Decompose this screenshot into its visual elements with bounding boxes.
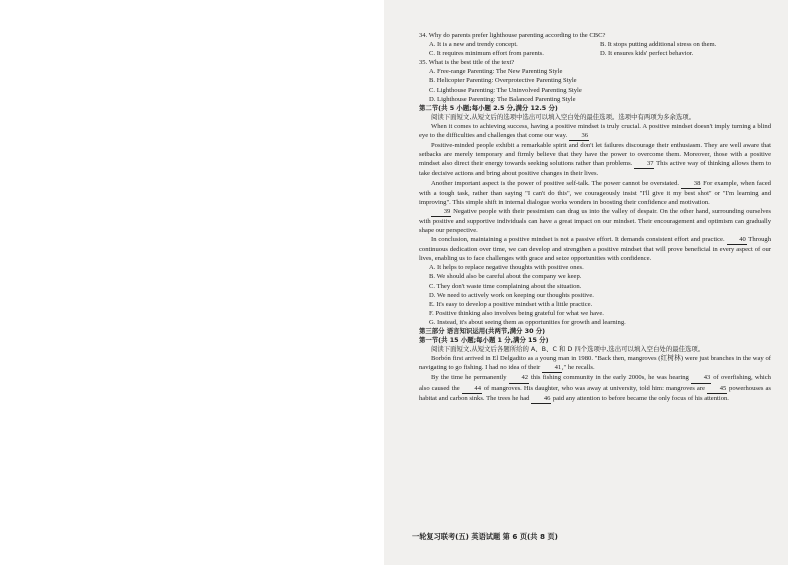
paragraph-text: powerhouses as habitat and carbon sinks. The trees he had xyxy=(419,384,771,402)
option-34-d: D. It ensures kids' perfect behavior. xyxy=(600,50,694,58)
blank-42: 42 xyxy=(509,373,529,383)
section-2-heading: 第二节(共 5 小题;每小题 2.5 分,满分 12.5 分) xyxy=(419,103,558,112)
paragraph-text: paid any attention to before became the only focus of his attention. xyxy=(552,394,729,402)
paragraph-text: Borbón first arrived in El Delgadito as a young man in 1980. "Back then, mangroves (红树林) were just branches in the way of navigating to go fishing. I had no idea of their xyxy=(419,355,771,372)
passage-paragraph-3 xyxy=(419,179,771,207)
passage-paragraph-5 xyxy=(419,235,771,263)
part-3-heading: 第三部分 语言知识运用(共两节,满分 30 分) xyxy=(419,327,546,335)
blank-43: 43 xyxy=(691,373,711,383)
blank-37: 37 xyxy=(634,159,654,169)
paragraph-text: ," he recalls. xyxy=(561,364,595,372)
paragraph-text: Another important aspect is the power of positive self-talk. The power cannot be overstated. xyxy=(431,179,680,187)
blank-36: 36 xyxy=(569,131,589,141)
cloze-paragraph-2 xyxy=(419,373,771,403)
part-3-instruction: 阅读下面短文,从短文后各题所给的 A、B、C 和 D 四个选项中,选出可以填入空白处的最佳选项。 xyxy=(431,345,705,354)
answer-option-f: F. Positive thinking also involves being grateful for what we have. xyxy=(429,309,604,317)
page-content xyxy=(419,31,771,404)
option-34-a: A. It is a new and trendy concept. xyxy=(429,41,518,49)
paragraph-text: Negative people with their pessimism can drag us into the valley of despair. On the other hand, surrounding ourselves with positive and supportive individuals can have a great impact on our mindset. Their encouragement and optimism can gradually shape our perspective. xyxy=(419,207,771,234)
paragraph-text: of mangroves. His daughter, who was away at university, told him: mangroves are xyxy=(483,384,705,392)
question-34-options-row2 xyxy=(419,49,771,58)
blank-41: 41 xyxy=(542,363,562,373)
blank-38: 38 xyxy=(681,179,701,189)
paragraph-text: of overfishing, which also caused the xyxy=(419,374,771,392)
option-34-b: B. It stops putting additional stress on them. xyxy=(600,41,717,49)
option-35-c: C. Lighthouse Parenting: The Uninvolved Parenting Style xyxy=(429,86,582,94)
option-34-c: C. It requires minimum effort from parents. xyxy=(429,50,544,58)
answer-option-g: G. Instead, it's about seeing them as opportunities for growth and learning. xyxy=(429,318,626,326)
option-35-d: D. Lighthouse Parenting: The Balanced Parenting Style xyxy=(429,95,576,103)
answer-option-c: C. They don't waste time complaining about the situation. xyxy=(429,282,582,290)
paragraph-text: For example, when faced with a tough task, rather than saying "I can't do this", we courageously insist "I'll give it my best shot" or "I'm learning and improving". This simple shift in internal dialogue works wonders in boosting their confidence and motivation. xyxy=(419,179,771,206)
paragraph-text: Positive-minded people exhibit a remarkable spirit and don't let failures discourage their enthusiasm. They are well aware that setbacks are merely temporary and firmly believe that they have the power to overcome them. Moreover, those with a positive mindset also direct their energy towards seeking solutions rather than problems. xyxy=(419,142,771,168)
passage-paragraph-4 xyxy=(419,207,771,235)
part-3-section-1-heading: 第一节(共 15 小题;每小题 1 分,满分 15 分) xyxy=(419,336,549,345)
question-34-options-row1 xyxy=(419,40,771,49)
passage-paragraph-1 xyxy=(419,122,771,141)
passage-paragraph-2 xyxy=(419,141,771,178)
option-35-a: A. Free-range Parenting: The New Parenting Style xyxy=(429,68,563,76)
section-2-instruction: 阅读下面短文,从短文后的选项中选出可以填入空白处的最佳选项。选项中有两项为多余选项。 xyxy=(431,112,696,121)
answer-option-e: E. It's easy to develop a positive mindset with a little practice. xyxy=(429,300,593,308)
paragraph-text: When it comes to achieving success, having a positive mindset is truly crucial. A positive mindset doesn't imply turning a blind eye to the difficulties and challenges that come our way. xyxy=(419,122,771,140)
blank-45: 45 xyxy=(707,384,727,394)
paragraph-text: In conclusion, maintaining a positive mindset is not a passive effort. It demands consistent effort and practice. xyxy=(431,236,725,244)
answer-option-b: B. We should also be careful about the company we keep. xyxy=(429,273,582,281)
question-35-stem: 35. What is the best title of the text? xyxy=(419,59,515,67)
cloze-paragraph-1 xyxy=(419,354,771,373)
option-35-b: B. Helicopter Parenting: Overprotective Parenting Style xyxy=(429,77,577,85)
blank-46: 46 xyxy=(531,394,551,404)
paragraph-text: This active way of thinking allows them to take decisive actions and bring about positive changes in their lives. xyxy=(419,160,771,178)
answer-option-a: A. It helps to replace negative thoughts with positive ones. xyxy=(429,264,584,272)
paragraph-text: By the time he permanently xyxy=(431,374,507,382)
paragraph-text: this fishing community in the early 2000s, he was hearing xyxy=(530,374,689,382)
answer-option-d: D. We need to actively work on keeping our thoughts positive. xyxy=(429,291,594,299)
blank-44: 44 xyxy=(462,384,482,394)
blank-40: 40 xyxy=(727,235,747,245)
blank-39: 39 xyxy=(431,207,451,217)
question-34-stem: 34. Why do parents prefer lighthouse parenting according to the CBC? xyxy=(419,32,606,39)
paragraph-text: Through continuous dedication over time, we can develop and strengthen a positive mindset that will prove beneficial in every aspect of our lives, enabling us to face challenges with grace and seize opportunities with confidence. xyxy=(419,236,772,263)
page-footer: 一轮复习联考(五) 英语试题 第 6 页(共 8 页) xyxy=(412,532,558,541)
